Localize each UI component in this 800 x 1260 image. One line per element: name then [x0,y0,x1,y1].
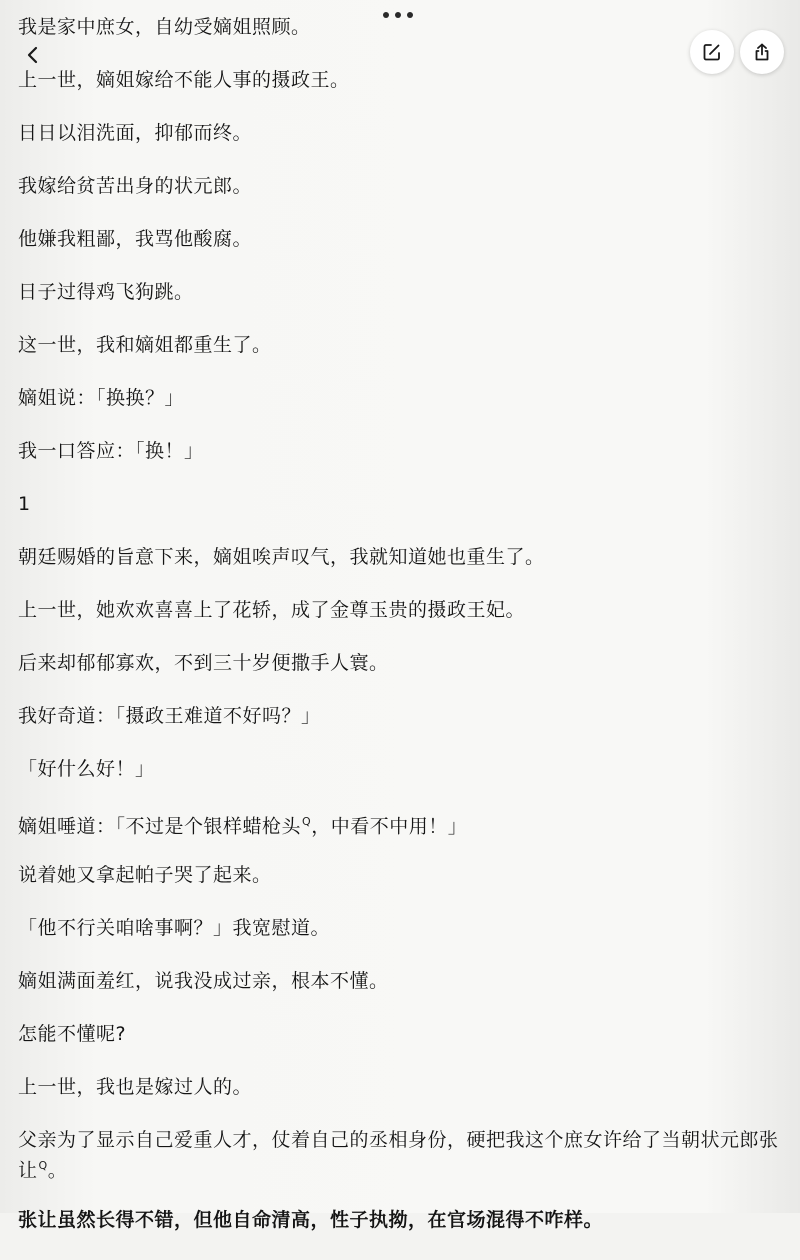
chevron-left-icon [25,46,41,64]
paragraph: 我好奇道：「摄政王难道不好吗？」 [18,705,321,727]
paragraph: 我是家中庶女，自幼受嫡姐照顾。 [18,16,311,38]
paragraph: 张让虽然长得不错，但他自命清高，性子执拗，在官场混得不咋样。 [18,1209,604,1231]
edit-button[interactable] [690,30,734,74]
paragraph: 「好什么好！」 [18,758,155,780]
footnote-marker[interactable]: Q [38,1159,48,1172]
paragraph-text: ，中看不中用！」 [311,815,468,838]
paragraph-text: 。 [47,1159,68,1182]
paragraph [18,1127,782,1207]
paragraph: 上一世，嫡姐嫁给不能人事的摄政王。 [18,69,350,91]
share-icon [752,42,772,62]
paragraph: 朝廷赐婚的旨意下来，嫡姐唉声叹气，我就知道她也重生了。 [18,546,545,568]
paragraph: 他嫌我粗鄙，我骂他酸腐。 [18,228,253,250]
paragraph: 这一世，我和嫡姐都重生了。 [18,334,272,356]
paragraph: 上一世，我也是嫁过人的。 [18,1076,253,1098]
article-content [18,14,782,1260]
paragraph: 后来却郁郁寡欢，不到三十岁便撒手人寰。 [18,652,389,674]
paragraph-text: 嫡姐唾道：「不过是个银样蜡枪头 [18,815,302,838]
back-button[interactable] [14,36,52,74]
paragraph: 我嫁给贫苦出身的状元郎。 [18,175,253,197]
chapter-number: 1 [18,493,31,515]
paragraph: 「他不行关咱啥事啊？」我宽慰道。 [18,917,331,939]
paragraph: 嫡姐满面羞红，说我没成过亲，根本不懂。 [18,970,389,992]
edit-icon [702,42,722,62]
paragraph: 说着她又拿起帕子哭了起来。 [18,864,272,886]
footnote-marker[interactable]: Q [302,815,312,828]
paragraph: 日子过得鸡飞狗跳。 [18,281,194,303]
paragraph: 我一口答应：「换！」 [18,440,204,462]
paragraph-text: 父亲为了显示自己爱重人才，仗着自己的丞相身份，硬把我这个庶女许给了当朝状元郎张让 [18,1129,779,1182]
paragraph: 嫡姐说：「换换？」 [18,387,185,409]
share-button[interactable] [740,30,784,74]
paragraph [18,809,782,862]
paragraph: 怎能不懂呢? [18,1023,127,1045]
paragraph: 上一世，她欢欢喜喜上了花轿，成了金尊玉贵的摄政王妃。 [18,599,526,621]
paragraph: 日日以泪洗面，抑郁而终。 [18,122,253,144]
